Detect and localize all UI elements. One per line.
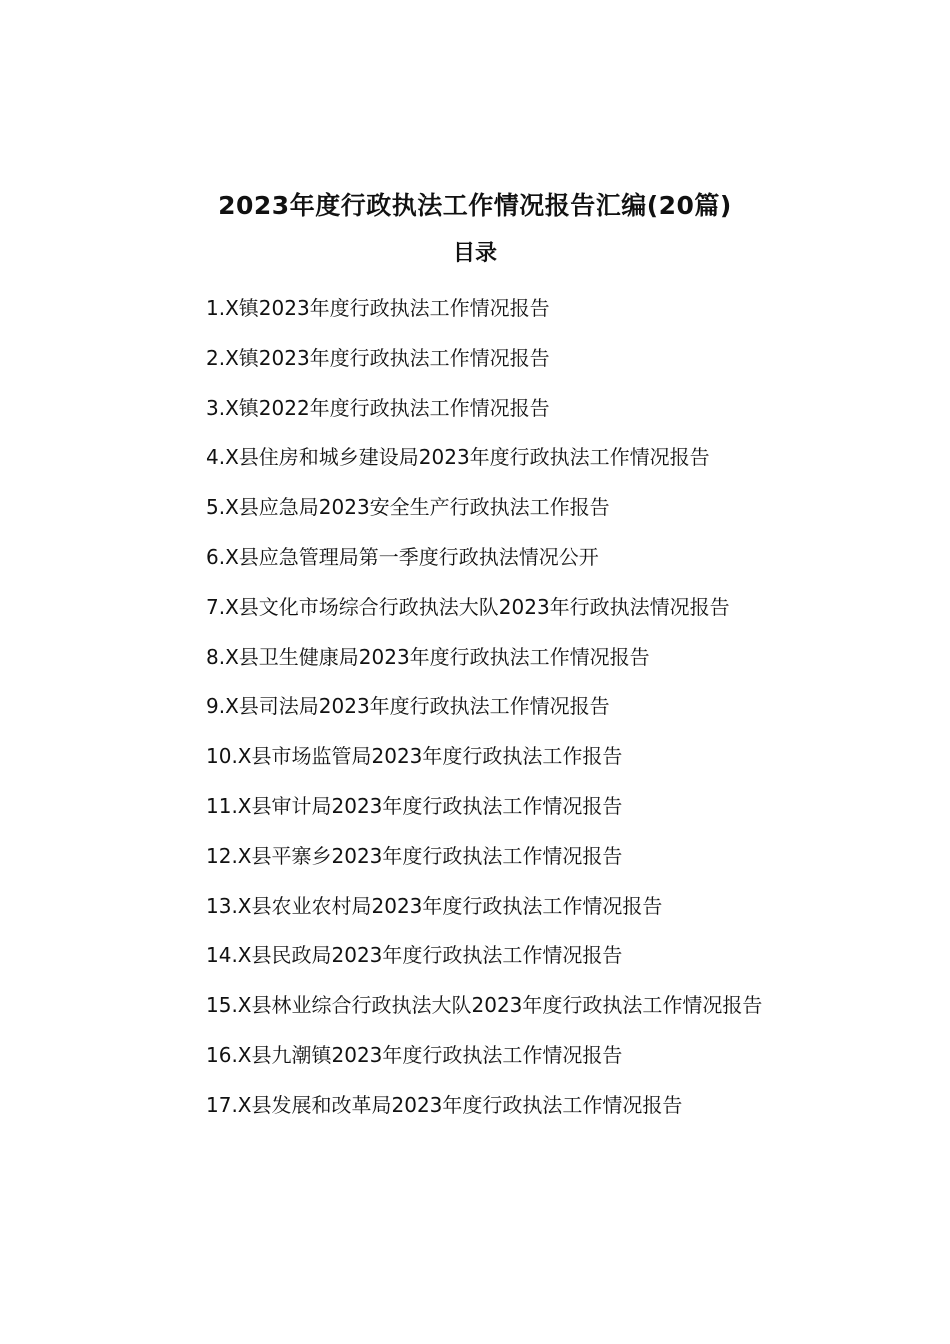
- toc-item: 11.X县审计局2023年度行政执法工作情况报告: [206, 793, 623, 818]
- toc-item: 4.X县住房和城乡建设局2023年度行政执法工作情况报告: [206, 445, 710, 470]
- toc-item: 8.X县卫生健康局2023年度行政执法工作情况报告: [206, 644, 650, 669]
- toc-item: 14.X县民政局2023年度行政执法工作情况报告: [206, 943, 623, 968]
- toc-item: 1.X镇2023年度行政执法工作情况报告: [206, 296, 550, 320]
- toc-item: 5.X县应急局2023安全生产行政执法工作报告: [206, 495, 610, 520]
- toc-item: 12.X县平寨乡2023年度行政执法工作情况报告: [206, 843, 623, 868]
- toc-item: 10.X县市场监管局2023年度行政执法工作报告: [206, 744, 623, 769]
- toc-item: 2.X镇2023年度行政执法工作情况报告: [206, 345, 550, 370]
- document-title: 2023年度行政执法工作情况报告汇编(20篇): [218, 191, 732, 220]
- toc-item: 15.X县林业综合行政执法大队2023年度行政执法工作情况报告: [206, 993, 763, 1018]
- toc-item: 17.X县发展和改革局2023年度行政执法工作情况报告: [206, 1092, 683, 1117]
- toc-item: 13.X县农业农村局2023年度行政执法工作情况报告: [206, 893, 663, 918]
- toc-item: 16.X县九潮镇2023年度行政执法工作情况报告: [206, 1042, 623, 1067]
- toc-heading: 目录: [452, 241, 497, 266]
- toc-item: 7.X县文化市场综合行政执法大队2023年行政执法情况报告: [206, 594, 730, 619]
- toc-list: [160, 284, 840, 1131]
- toc-item: 3.X镇2022年度行政执法工作情况报告: [206, 395, 550, 420]
- toc-item: 9.X县司法局2023年度行政执法工作情况报告: [206, 694, 610, 719]
- toc-item: 6.X县应急管理局第一季度行政执法情况公开: [206, 544, 599, 569]
